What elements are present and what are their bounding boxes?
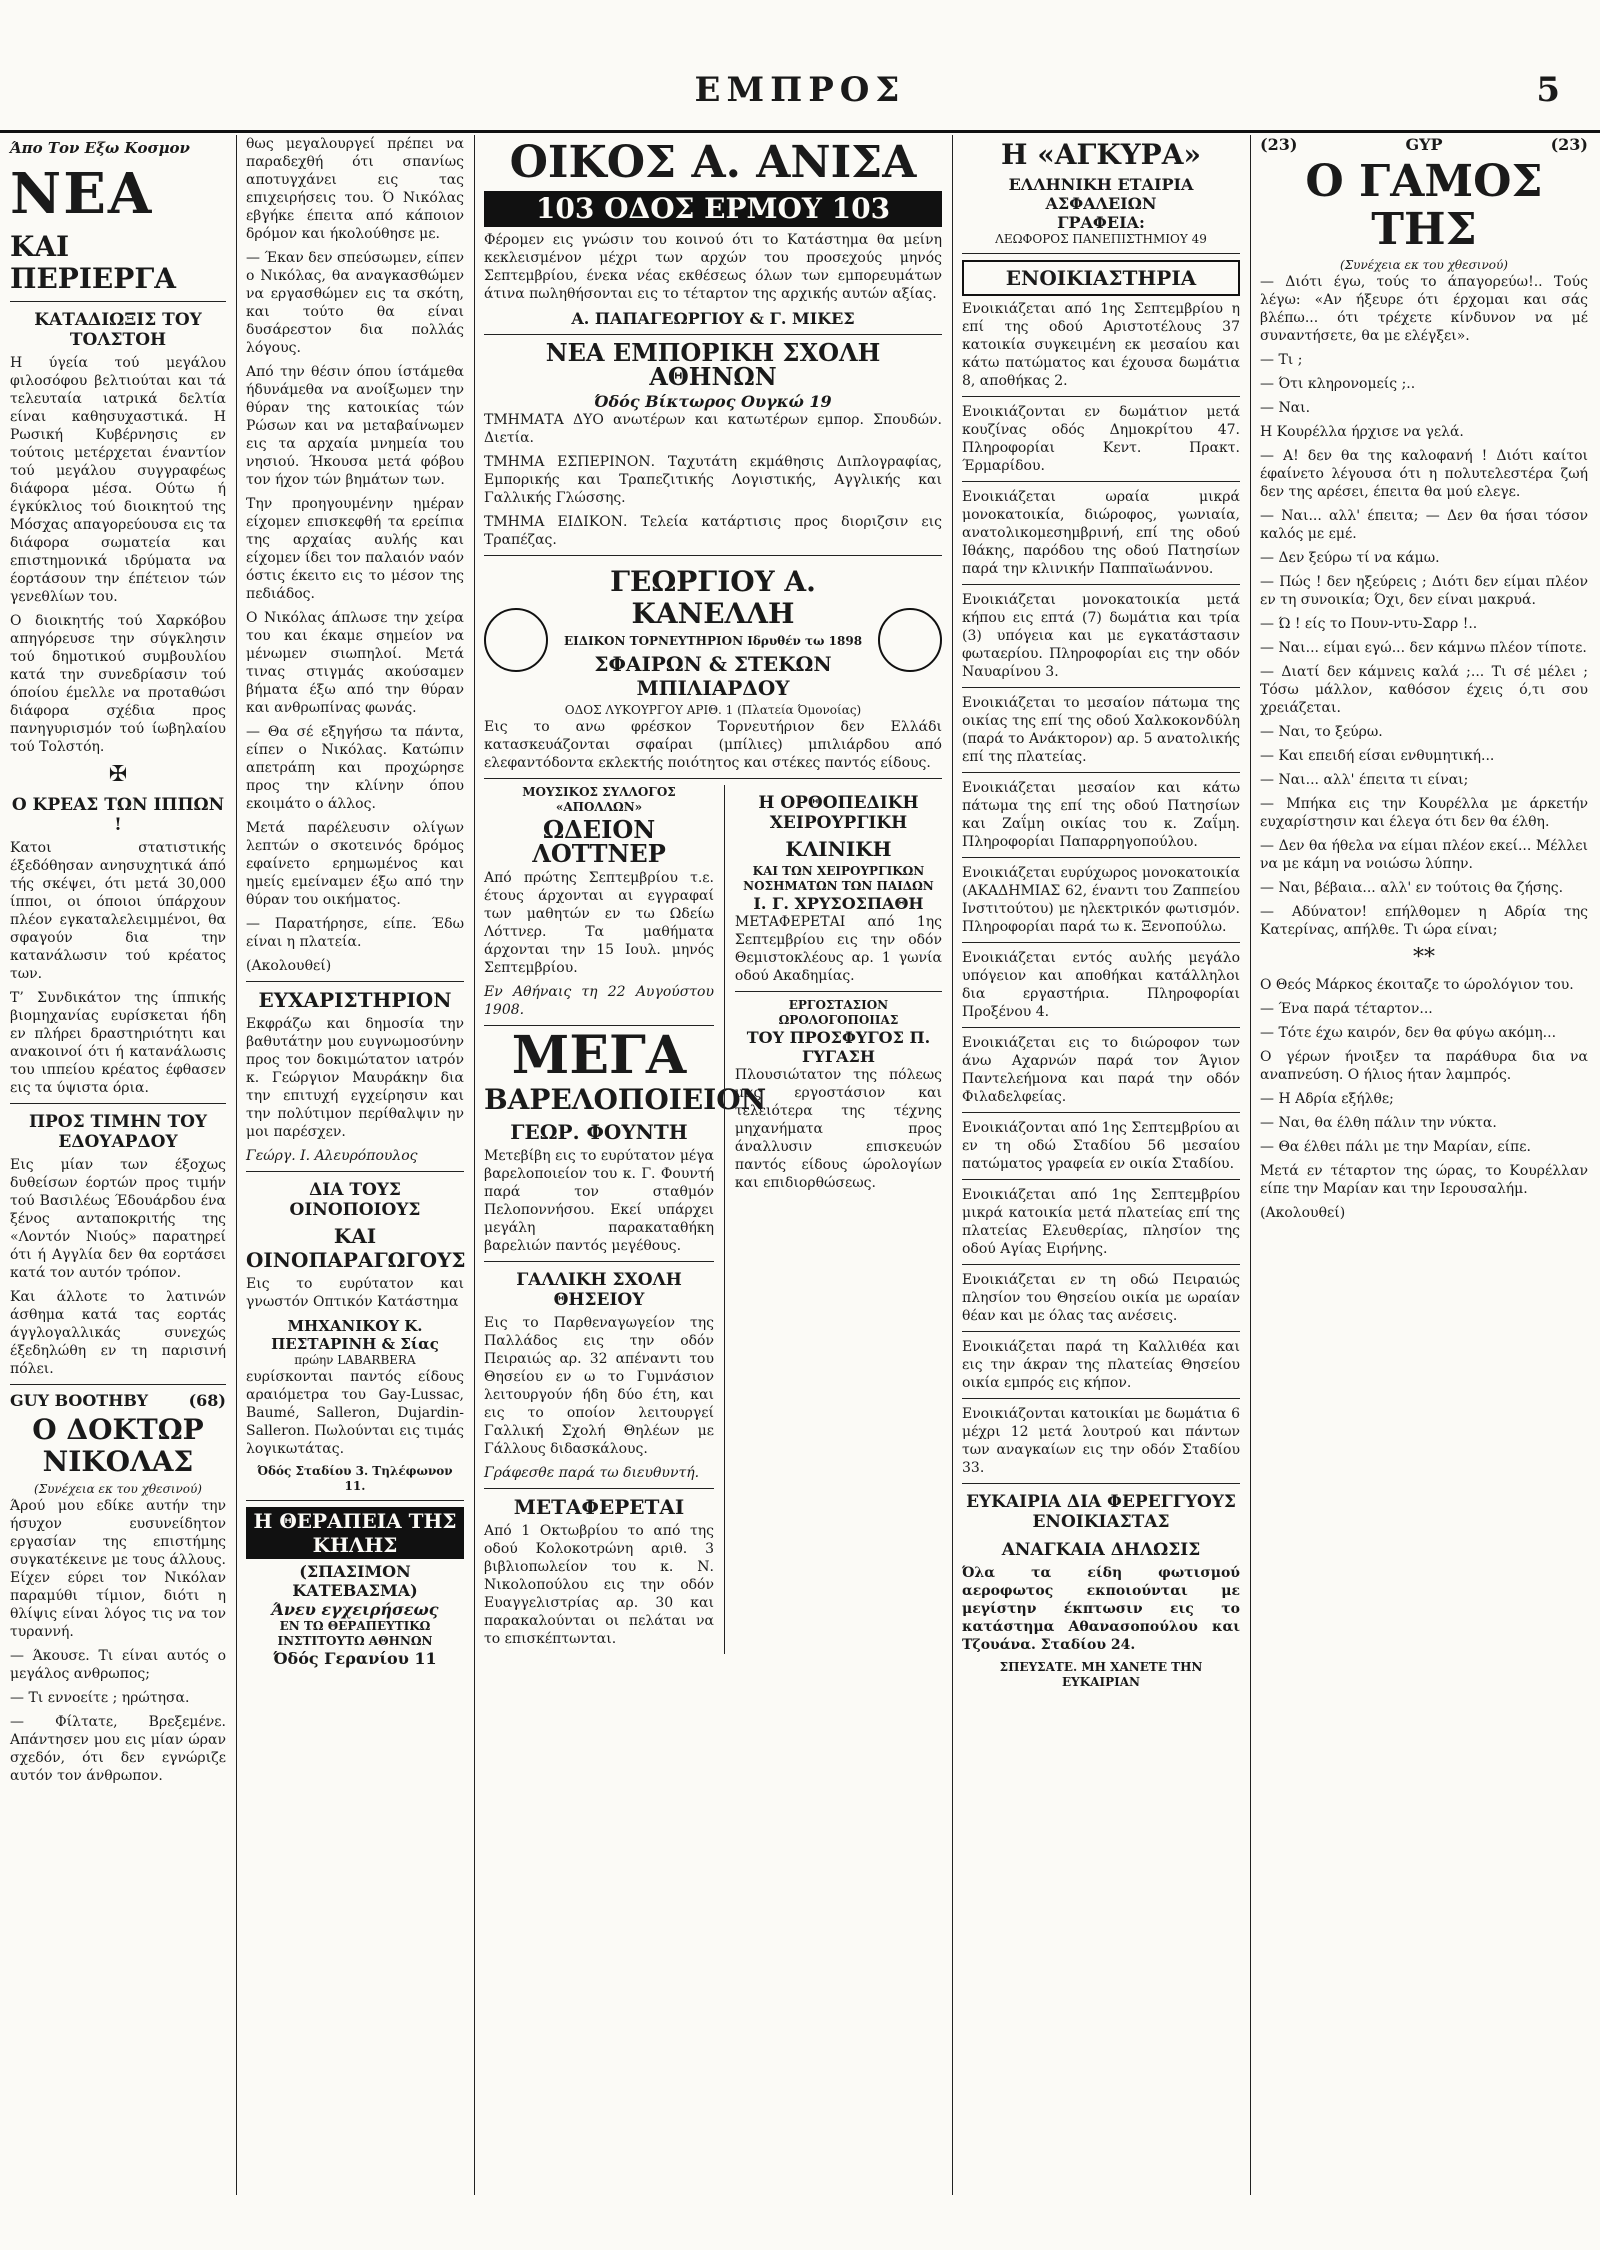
ad-anisa-title: ΟΙΚΟΣ Α. ΑΝΙΣΑ: [509, 137, 917, 188]
serial-number: (68): [188, 1391, 226, 1410]
listing-divider: [962, 687, 1240, 688]
rental-listing: Ενοικιάζεται ωραία μικρά μονοκατοικία, διώροφος, γωνιαία, ανατολικομεσημβρινή, επί της οδού Ιθάκης, παρόδου της οδού Πατησίων παρά την κλινικήν Παππαϊωάννου.: [962, 489, 1240, 577]
section-divider: **: [1413, 945, 1435, 970]
ad-hernia-sub2: Άνευ εγχειρήσεως: [271, 1600, 439, 1619]
rentals-title: ΕΝΟΙΚΙΑΣΤΗΡΙΑ: [962, 260, 1240, 296]
masthead: [0, 70, 1600, 133]
ad-thanks-title: ΕΥΧΑΡΙΣΤΗΡΙΟΝ: [258, 988, 452, 1012]
column-5: [1254, 135, 1594, 2195]
ad-wine-title: ΔΙΑ ΤΟΥΣ ΟΙΝΟΠΟΙΟΥΣ: [289, 1180, 421, 1220]
article-text: — Τι ;: [1260, 352, 1303, 368]
listing-divider: [962, 1179, 1240, 1180]
article-text: Εις μίαν των έξοχως δυθείσων έορτών προς τιμήν τού Βασιλέως Έδουάρδου ένα ξένος ανταποκριτής της «Λοντόν Νιούς» παρατηρεί ότι ή Αγγλία δεν θα εορτάσει κατά τον αυτόν τρόπον.: [10, 1157, 226, 1281]
ad-hernia-institute: ΕΝ ΤΩ ΘΕΡΑΠΕΥΤΙΚΩ ΙΝΣΤΙΤΟΥΤΩ ΑΘΗΝΩΝ: [277, 1619, 433, 1648]
ad-clinic-doctor: Ι. Γ. ΧΡΥΣΟΣΠΑΘΗ: [753, 894, 924, 913]
article-text: Κατοι στατιστικής έξεδόθησαν ανησυχητικά άπό τής σκέψει, ότι μετά 30,000 ίπποι, οι όποιοι ύπάρχουν πλέον εγκαταλελειμμένοι, θα σφαγούν δια την κατανάλωσιν τού κρέατος των.: [10, 840, 226, 982]
article-text: — Ναι... αλλ' έπειτα; — Δεν θα ήσαι τόσον καλός με εμέ.: [1260, 508, 1588, 542]
ad-kanellis: [484, 562, 942, 718]
ad-moving-title: ΜΕΤΑΦΕΡΕΤΑΙ: [513, 1495, 685, 1519]
article-text: Από την θέσιν όπου ίστάμεθα ήδυνάμεθα να ανοίξωμεν την θύραν της κατοικίας τών Ρώσων και να μεταβαίνωμεν εις τα αρχαία μνημεία του νησιού. Ήκουσα μετά φόβου τον ήχον τών βημάτων των.: [246, 364, 464, 488]
ad-text: Όλα τα είδη φωτισμού αεροφωτος εκποιούνται με μεγίστην έκπτωσιν εις το κατάστημα Αθανασοπούλου και Τζουάνα. Σταδίου 24.: [962, 1565, 1240, 1653]
article-text: Η Κουρέλλα ήρχισε να γελά.: [1260, 424, 1464, 440]
article-text: — Αδύνατον! επήλθομεν η Αδρία της Κατερίνας, απήλθε. Τι ώρα είναι;: [1260, 904, 1588, 938]
column-1: [4, 135, 232, 2195]
ad-text: ΤΜΗΜΑΤΑ ΔΥΟ ανωτέρων και κατωτέρων εμπορ. Σπουδών. Διετία.: [484, 412, 942, 446]
serial-title: Ο ΓΑΜΟΣ ΤΗΣ: [1305, 156, 1543, 255]
article-text: Άρού μου εδίκε αυτήν την ήσυχον ευσυνείδητον εργασίαν της επιστήμης συγκατέκεινε με τους άλλους. Είχεν εύρει τον Νικόλαν παραμύθι τίμιον, διότι η θλίψις είναι λόγος τις να τον τυραννή.: [10, 1498, 226, 1640]
article-text: — Παρατήρησε, είπε. Έδω είναι η πλατεία.: [246, 916, 464, 950]
billiard-emblem-icon: [878, 608, 942, 672]
article-text: — Ναι.: [1260, 400, 1311, 416]
ad-wine-company: ΜΗΧΑΝΙΚΟΥ Κ. ΠΕΣΤΑΡΙΝΗ & Σίας: [271, 1317, 439, 1353]
column-rule: [474, 135, 475, 2195]
newspaper-title: ΕΜΠΡΟΣ: [694, 70, 906, 110]
follows-note: (Ακολουθεί): [246, 958, 332, 974]
article-text: Μετά εν τέταρτον της ώρας, το Κουρέλλαν είπε την Μαρίαν και την Ιερουσαλήμ.: [1260, 1163, 1588, 1197]
ad-notice-title: ΑΝΑΓΚΑΙΑ ΔΗΛΩΣΙΣ: [1001, 1540, 1201, 1560]
ad-text: ΤΜΗΜΑ ΕΣΠΕΡΙΝΟΝ. Ταχυτάτη εκμάθησις Διπλογραφίας, Εμπορικής και Τραπεζιτικής Λογιστικής, Αγγλικής και Γαλλικής Γλώσσης.: [484, 454, 942, 506]
rentals-list: [962, 300, 1240, 1484]
ad-barrel-title-2: ΒΑΡΕΛΟΠΟΙΕΙΟΝ: [484, 1083, 767, 1116]
column-2: [240, 135, 470, 2195]
article-text: θως μεγαλουργεί πρέπει να παραδεχθή ότι σπανίως αποτυγχάνει εις τας επιχειρήσεις του. Ό Νικόλας εβγήκε έπειτα από κάποιον δρόμον και ήκολούθησε με.: [246, 136, 464, 242]
ad-kanellis-address: ΟΔΟΣ ΛΥΚΟΥΡΓΟΥ ΑΡΙΘ. 1 (Πλατεία Όμονοίας): [564, 703, 862, 717]
ad-wine-address: Όδός Σταδίου 3. Τηλέφωνον 11.: [257, 1464, 453, 1493]
ad-text: Πλουσιώτατον της πόλεως μας εργοστάσιον και τελειότερα της τέχνης μηχανήματα προς άναλλυσιν επισκευών παντός είδους ώρολογίων και επιδιορθώσεως.: [734, 1067, 942, 1191]
article-text: — Φίλτατε, Βρεξεμένε. Απάντησεν μου εις μίαν ώραν σχεδόν, ότι δεν εγνώριζε αυτόν τον άνθρωπον.: [10, 1714, 226, 1784]
ad-anisa-signature: Α. ΠΑΠΑΓΕΩΡΓΙΟΥ & Γ. ΜΙΚΕΣ: [571, 309, 855, 328]
listing-divider: [962, 1331, 1240, 1332]
article-text: — Ναι, το ξεύρω.: [1260, 724, 1383, 740]
ad-text: Από πρώτης Σεπτεμβρίου τ.ε. έτους άρχονται αι εγγραφαί των μαθητών εν τω Ωδείω Λόττνερ. Τα μαθήματα άρχονται την 15 Ιουλ. μηνός Σεπτεμβρίου.: [484, 870, 714, 976]
subhead-edward: ΠΡΟΣ ΤΙΜΗΝ ΤΟΥ ΕΔΟΥΑΡΔΟΥ: [28, 1112, 208, 1152]
article-text: — Μπήκα εις την Κουρέλλα με άρκετήν ευχαρίστησιν και έλεγα ότι δεν θα έλθη.: [1260, 796, 1588, 830]
article-text: — Τι εννοείτε ; ηρώτησα.: [10, 1690, 190, 1706]
column-rule: [952, 135, 953, 2195]
ad-kanellis-title: ΓΕΩΡΓΙΟΥ Α. ΚΑΝΕΛΛΗ: [610, 565, 816, 630]
article-text: Ο Θεός Μάρκος έκοιταζε το ώρολόγιον του.: [1260, 977, 1574, 993]
listing-divider: [962, 1112, 1240, 1113]
ad-clinic-title-2: ΚΛΙΝΙΚΗ: [785, 837, 892, 861]
ad-clinic-title: Η ΟΡΘΟΠΕΔΙΚΗ ΧΕΙΡΟΥΡΓΙΚΗ: [758, 793, 919, 833]
column-rule: [724, 785, 725, 1654]
ad-watch-title-2: ΤΟΥ ΠΡΟΣΦΥΓΟΣ Π. ΓΥΓΑΣΗ: [746, 1028, 931, 1066]
listing-divider: [962, 1398, 1240, 1399]
listing-divider: [962, 481, 1240, 482]
listing-divider: [962, 772, 1240, 773]
article-text: Ο Νικόλας άπλωσε την χείρα του και έκαμε σημείον να μένωμεν σιωπηλοί. Μετά τινας στιγμάς ακούσαμεν βήματα έξω από την θύραν και ανθρωπίνας φωνάς.: [246, 610, 464, 716]
ad-text: Από 1 Οκτωβρίου το από της οδού Κολοκοτρώνη αριθ. 3 βιβλιοπωλείον του κ. Ν. Νικολοπούλου εις την οδόν Ευαγγελιστρίας αρ. 30 και παρακαλούνται οι πελάται να το επισκέπτωνται.: [484, 1523, 714, 1647]
article-text: — Έκαν δεν σπεύσωμεν, είπεν ο Νικόλας, θα αναγκασθώμεν να εργασθώμεν εις τα σκότη, και τούτο θα είναι δυσάρεστον δια πολλάς λόγους.: [246, 250, 464, 356]
ad-lottner-date: Εν Αθήναις τη 22 Αυγούστου 1908.: [484, 984, 714, 1018]
ad-text: Γράφεσθε παρά τω διευθυντή.: [484, 1465, 700, 1481]
ad-text: Εις το Παρθεναγωγείον της Παλλάδος εις την οδόν Πειραιώς αρ. 32 απέναντι του Θησείου εν ω το Γυμνάσιον λειτουργούν ήδη δύο έτη, και εις το οποίον λειτουργεί Γαλλική Σχολή Θηλέων με Γάλλους διδασκάλους.: [484, 1315, 714, 1457]
ad-school-address: Όδός Βίκτωρος Ουγκώ 19: [594, 392, 832, 411]
serial-number: (23): [1550, 135, 1588, 154]
ad-kanellis-sub: ΕΙΔΙΚΟΝ ΤΟΡΝΕΥΤΗΡΙΟΝ Ιδρυθέν τω 1898: [563, 634, 863, 648]
article-text: Ο διοικητής τού Χαρκόβου απηγόρευσε την σύγκλησιν τού δημοτικού συμβουλίου κατά την συνεδρίασιν τού όποίου έμελλε να προταθώσι διάφορα σχέδια προς πανηγυρισμόν τού ίωβηλαίου τού Τολστόη.: [10, 613, 226, 755]
column-rule: [236, 135, 237, 2195]
billiard-emblem-icon: [484, 608, 548, 672]
article-text: — Και επειδή είσαι ενθυμητική...: [1260, 748, 1495, 764]
ad-hernia-sub: (ΣΠΑΣΙΜΟΝ ΚΑΤΕΒΑΣΜΑ): [292, 1562, 418, 1600]
serial-title: Ο ΔΟΚΤΩΡ ΝΙΚΟΛΑΣ: [32, 1413, 204, 1478]
article-text: — Ναι, βέβαια... αλλ' εν τούτοις θα ζήσης.: [1260, 880, 1564, 896]
ad-agkyra-title: Η «ΑΓΚΥΡΑ»: [1001, 138, 1201, 171]
article-text: — Ένα παρά τέταρτον...: [1260, 1001, 1433, 1017]
article-text: Ο γέρων ήνοιξεν τα παράθυρα δια να αναπνεύση. Ο ήλιος ήταν λαμπρός.: [1260, 1049, 1588, 1083]
serial-author: GYP: [1405, 135, 1443, 154]
ornament-icon: ✠: [108, 762, 128, 787]
rental-listing: Ενοικιάζεται εν τη οδώ Πειραιώς πλησίον του Θησείου οικία με ωραίαν θέαν και με όλας τας ανέσεις.: [962, 1272, 1240, 1324]
subhead-tolstoy: ΚΑΤΑΔΙΩΞΙΣ ΤΟΥ ΤΟΛΣΤΟΗ: [34, 310, 202, 350]
article-text: — Ναι... αλλ' έπειτα τι είναι;: [1260, 772, 1469, 788]
ad-anisa-address: 103 ΟΔΟΣ ΕΡΜΟΥ 103: [484, 191, 942, 227]
ad-kanellis-sub2: ΣΦΑΙΡΩΝ & ΣΤΕΚΩΝ ΜΠΙΛΙΑΡΔΟΥ: [594, 652, 832, 700]
ad-barrel-owner: ΓΕΩΡ. ΦΟΥΝΤΗ: [510, 1120, 688, 1144]
column-3: [478, 135, 948, 2195]
article-text: — Δεν ξεύρω τί να κάμω.: [1260, 550, 1440, 566]
rental-listing: Ενοικιάζεται το μεσαίον πάτωμα της οικίας της επί της οδού Χαλκοκονδύλη (παρά το Ανάκτορον) αρ. 5 ανατολικής επί της πλατείας.: [962, 695, 1240, 765]
ad-opportunity-title: ΕΥΚΑΙΡΙΑ ΔΙΑ ΦΕΡΕΓΓΥΟΥΣ ΕΝΟΙΚΙΑΣΤΑΣ: [966, 1492, 1236, 1532]
ad-text: ευρίσκονται παντός είδους αραιόμετρα του Gay-Lussac, Baumé, Salleron, Dujardin-Salleron. Πωλούνται εις τιμάς λογικωτάτας.: [246, 1369, 464, 1457]
ad-lottner: [484, 785, 767, 1654]
listing-divider: [962, 857, 1240, 858]
ad-french-school-title: ΓΑΛΛΙΚΗ ΣΧΟΛΗ ΘΗΣΕΙΟΥ: [516, 1270, 682, 1310]
rental-listing: Ενοικιάζεται μονοκατοικία μετά κήπου εις επτά (7) δωμάτια και τρία (3) υπόγεια και με εγκατάστασιν φωταερίου. Πληροφορίαι εις την οδόν Ναυαρίνου 3.: [962, 592, 1240, 680]
ad-clinic-title-3: ΚΑΙ ΤΩΝ ΧΕΙΡΟΥΡΓΙΚΩΝ ΝΟΣΗΜΑΤΩΝ ΤΩΝ ΠΑΙΔΩΝ: [743, 864, 934, 893]
article-text: — Θα έλθει πάλι με την Μαρίαν, είπε.: [1260, 1139, 1531, 1155]
ad-text: Εις το ευρύτατον και γνωστόν Οπτικόν Κατάστημα: [246, 1276, 464, 1310]
listing-divider: [962, 396, 1240, 397]
serial-header: [10, 1391, 226, 1410]
serial-author: GUY BOOTHBY: [10, 1391, 148, 1410]
article-text: — Θα σέ εξηγήσω τα πάντα, είπεν ο Νικόλας. Κατώπιν απετράπη και προχώρησε προς την κλίνην όπου εκοιμάτο ο άλλος.: [246, 724, 464, 812]
headline-periergia: ΚΑΙ ΠΕΡΙΕΡΓΑ: [10, 230, 176, 295]
article-text: Τ’ Συνδικάτον της ίππικής βιομηχανίας ευρίσκεται ήδη εν πλήρει δραστηριότητι και ανακοινοί ότι ή κατανάλωσις του ιππείου κρέατος έφθασεν εις τα ύψιστα όρια.: [10, 990, 226, 1096]
rental-listing: Ενοικιάζεται ευρύχωρος μονοκατοικία (ΑΚΑΔΗΜΙΑΣ 62, έναντι του Ζαππείου Ινστιτούτου) με ηλεκτρικόν φωτισμόν. Πληροφορίαι παρά τω κ. Ξενοπούλω.: [962, 865, 1240, 935]
serial-number: (23): [1260, 135, 1298, 154]
ad-barrel-title: ΜΕΓΑ: [511, 1025, 687, 1086]
ad-hernia-address: Όδός Γερανίου 11: [273, 1649, 437, 1668]
rental-listing: Ενοικιάζεται από 1ης Σεπτεμβρίου η επί της οδού Αριστοτέλους 37 κατοικία συγκειμένη εκ μεσαίου και κάτω πατώματος και έχουσα δωμάτια 8, αποθήκας 2.: [962, 301, 1240, 389]
column-rule: [1250, 135, 1251, 2195]
article-text: Την προηγουμένην ημέραν είχομεν επισκεφθή τα ερείπια της αρχαίας αυλής και είχομεν ίδει τον παλαιόν ναόν όστις έκειτο εις το μέσον της πεδιάδος.: [246, 496, 464, 602]
serial-continued: (Συνέχεια εκ του χθεσινού): [1340, 258, 1508, 272]
rental-listing: Ενοικιάζεται εις το διώροφον των άνω Αχαρνών παρά τον Άγιον Παντελεήμονα και παρά την οδόν Φιλαδελφείας.: [962, 1035, 1240, 1105]
ad-lottner-title: ΩΔΕΙΟΝ ΛΟΤΤΝΕΡ: [532, 815, 666, 868]
ad-row: [484, 785, 942, 1654]
article-text: — Δεν θα ήθελα να είμαι πλέον εκεί... Μέλλει να με κάμη να νοιώσω λύπην.: [1260, 838, 1588, 872]
article-text: Μετά παρέλευσιν ολίγων λεπτών ο σκοτεινός δρόμος εφαίνετο ερημωμένος και ημείς εμείναμεν έξω από την θύραν του οικήματος.: [246, 820, 464, 908]
listing-divider: [962, 1264, 1240, 1265]
follows-note: (Ακολουθεί): [1260, 1205, 1346, 1221]
rental-listing: Ενοικιάζεται μεσαίον και κάτω πάτωμα της επί της οδού Πατησίων και Ζαΐμη οικίας του κ. Ζαΐμη. Πληροφορίαι Παπαρρηγοπούλου.: [962, 780, 1240, 850]
listing-divider: [962, 942, 1240, 943]
article-text: — Διατί δεν κάμνεις καλά ;... Τι σέ μέλει ; Τόσω μάλλον, καθόσον έχεις ό,τι σου χρειάζεται.: [1260, 664, 1588, 716]
ad-clinic-block: [735, 785, 942, 1654]
ad-text: ΤΜΗΜΑ ΕΙΔΙΚΟΝ. Τελεία κατάρτισις προς διοριζσιν εις Τραπέζας.: [484, 514, 942, 548]
subhead-horse-meat: Ο ΚΡΕΑΣ ΤΩΝ ΙΠΠΩΝ !: [11, 795, 225, 835]
rental-listing: Ενοικιάζονται κατοικίαι με δωμάτια 6 μέχρι 12 μετά λουτρού και πάντων των αναγκαίων εις την οδόν Σταδίου 33.: [962, 1406, 1240, 1476]
rental-listing: Ενοικιάζεται από 1ης Σεπτεμβρίου μικρά κατοικία μετά πλατείας επί της πλατείας Ελευθερίας, πλησίον της οδού Αγίας Ειρήνης.: [962, 1187, 1240, 1257]
ad-wine-previous: πρώην LABARBERA: [294, 1353, 416, 1367]
ad-lottner-society: ΜΟΥΣΙΚΟΣ ΣΥΛΛΟΓΟΣ «ΑΠΟΛΛΩΝ»: [522, 785, 676, 814]
article-text: Η ύγεία τού μεγάλου φιλοσόφου βελτιούται και τά τελευταία ιατρικά δελτία είναι καθησυχαστικά. Η Ρωσική Κυβέρνησις εν τούτοις μετέρχεται έναντίον τού μεγάλου συγγραφέως διάφορα μέσα. Ούτω ή έγκύκλιος τού διοικητού της Μόσχας απαγορεύουσα εις τα διάφορα σωματεία και επιστημονικά ιδρύματα να έορτάσουν την έπέτειον τών γενεθλίων του.: [10, 355, 226, 605]
headline-nea: ΝΕΑ: [10, 161, 154, 227]
rental-listing: Ενοικιάζεται εντός αυλής μεγάλο υπόγειον και αποθήκαι κατάλληλοι δια εργαστήρια. Πληροφορίαι Προξένου 4.: [962, 950, 1240, 1020]
article-text: — Τότε έχω καιρόν, δεν θα φύγω ακόμη...: [1260, 1025, 1557, 1041]
ad-agkyra-sub2: ΓΡΑΦΕΙΑ:: [1057, 213, 1145, 232]
ad-text: Εκφράζω και δημοσία την βαθυτάτην μου ευγνωμοσύνην προς τον δοκιμώτατον ιατρόν κ. Γεώργιον Μαυράκην δια την επιτυχή εγχείρησιν και την πολύτιμον περίθαλψιν ην μοι παρέσχεν.: [246, 1016, 464, 1140]
ad-text: Φέρομεν εις γνώσιν του κοινού ότι το Κατάστημα θα μείνη κεκλεισμένον μέχρι των αρχών του προσεχούς μηνός Σεπτεμβρίου, ένεκα νέας εκθέσεως όλων των εμπορευμάτων άτινα πωληθήσονται εις το τέταρτον της αρχικής αυτών αξίας.: [484, 232, 942, 302]
ad-school-title: ΝΕΑ ΕΜΠΟΡΙΚΗ ΣΧΟΛΗ ΑΘΗΝΩΝ: [545, 338, 881, 391]
ad-hernia-title: Η ΘΕΡΑΠΕΙΑ ΤΗΣ ΚΗΛΗΣ: [246, 1507, 464, 1559]
listing-divider: [962, 1027, 1240, 1028]
article-text: — Ώ ! είς το Πουν-ντυ-Σαρρ !..: [1260, 616, 1478, 632]
article-text: — Ναι, θα έλθη πάλιν την νύκτα.: [1260, 1115, 1497, 1131]
article-text: — Πώς ! δεν ηξεύρεις ; Διότι δεν είμαι πλέον εν τη συνοικία; Όχι, δεν είναι μακρυά.: [1260, 574, 1588, 608]
article-text: — Άκουσε. Τι είναι αυτός ο μεγάλος ανθρωπος;: [10, 1648, 226, 1682]
ad-agkyra-sub: ΕΛΛΗΝΙΚΗ ΕΤΑΙΡΙΑ ΑΣΦΑΛΕΙΩΝ: [1008, 175, 1194, 213]
rental-listing: Ενοικιάζεται παρά τη Καλλιθέα και εις την άκραν της πλατείας Θησείου οικία εμπρός εις κήπον.: [962, 1339, 1240, 1391]
rental-listing: Ενοικιάζονται από 1ης Σεπτεμβρίου αι εν τη οδώ Σταδίου 56 μεσαίου πατώματος γραφεία εν οικία Σταδίου.: [962, 1120, 1240, 1172]
serial-header: [1260, 135, 1588, 154]
page-number: 5: [1536, 70, 1560, 110]
ad-signature: Γεώργ. Ι. Αλευρόπουλος: [246, 1148, 418, 1164]
rental-listing: Ενοικιάζονται εν δωμάτιον μετά κουζίνας οδός Δημοκρίτου 47. Πληροφορίαι Κεντ. Πρακτ. Έρμαρίδου.: [962, 404, 1240, 474]
article-text: — Διότι έγω, τούς το άπαγορεύω!.. Τούς λέγω: «Αν ήξευρε ότι έρχομαι και σάς βλέπω... ότι τρέχετε κίνδυνον να μέ συναντήσετε, θα με ελέγξει».: [1260, 274, 1588, 344]
ad-text: Μετεβίβη εις το ευρύτατον μέγα βαρελοποιείον του κ. Γ. Φουντή παρά τον σταθμόν Πελοποννήσου. Εκεί υπάρχει μεγάλη παρακαταθήκη βαρελιών παντός μεγέθους.: [484, 1148, 714, 1254]
column-4: [956, 135, 1246, 2195]
ad-agkyra-address: ΛΕΩΦΟΡΟΣ ΠΑΝΕΠΙΣΤΗΜΙΟΥ 49: [995, 232, 1207, 246]
serial-continued: (Συνέχεια εκ του χθεσινού): [34, 1482, 202, 1496]
article-text: — Η Αδρία εξήλθε;: [1260, 1091, 1394, 1107]
ad-text: ΜΕΤΑΦΕΡΕΤΑΙ από 1ης Σεπτεμβρίου εις την οδόν Θεμιστοκλέους αρ. 1 γωνία οδού Ακαδημίας.: [734, 914, 942, 984]
listing-divider: [962, 1483, 1240, 1484]
ad-text: Εις το ανω φρέσκον Τορνευτήριον δεν Ελλάδι κατασκευάζονται σφαίραι (μπίλιες) μπιλιάρδου από ελεφαντόδοντα εκλεκτής ποιότητος και στέκες παντός είδους.: [484, 719, 942, 771]
article-text: — Ναι... είμαι εγώ... δεν κάμνω πλέον τίποτε.: [1260, 640, 1587, 656]
article-text: Και άλλοτε το λατινών άσθημα κατά τας εορτάς άγγλογαλλικάς συνεχώς έξεδηλώθη εν τη παρισινή πόλει.: [10, 1289, 226, 1377]
ad-wine-title-2: ΚΑΙ ΟΙΝΟΠΑΡΑΓΩΓΟΥΣ: [246, 1224, 466, 1272]
article-text: — Ότι κληρονομείς ;..: [1260, 376, 1416, 392]
article-text: — Α! δεν θα της καλοφανή ! Διότι καίτοι έφαίνετο λέγουσα ότι η πολυτελεστέρα ζωή δεν της αρέσει, έπειτα θα μού ελεγε.: [1260, 448, 1588, 500]
listing-divider: [962, 584, 1240, 585]
ad-notice-footer: ΣΠΕΥΣΑΤΕ. ΜΗ ΧΑΝΕΤΕ ΤΗΝ ΕΥΚΑΙΡΙΑΝ: [999, 1660, 1203, 1689]
ad-watch-title: ΕΡΓΟΣΤΑΣΙΟΝ ΩΡΟΛΟΓΟΠΟΙΙΑΣ: [778, 998, 899, 1027]
section-kicker: Άπο Τον Εξω Κοσμον: [10, 139, 190, 157]
